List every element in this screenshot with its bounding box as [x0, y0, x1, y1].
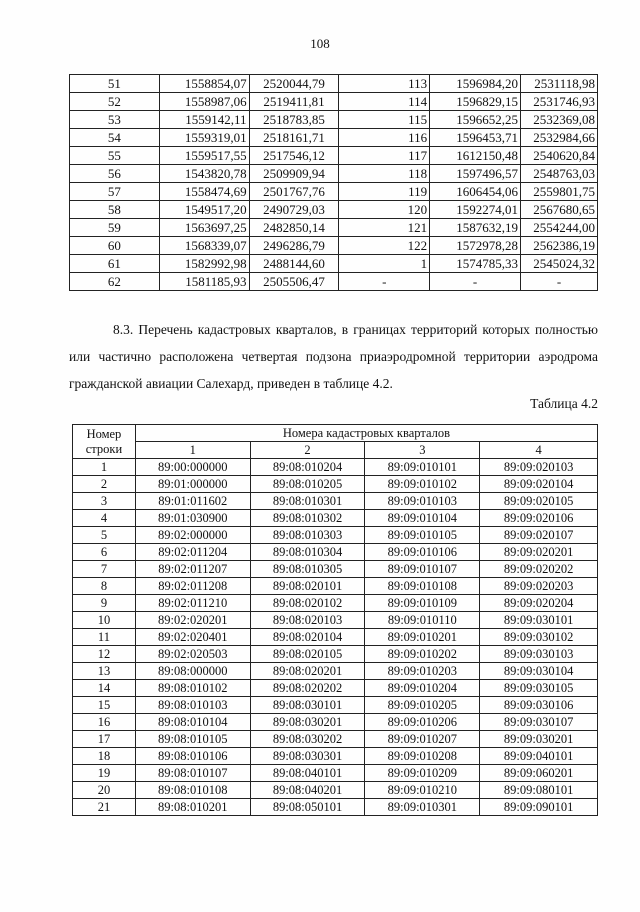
row-number-cell: 14 — [73, 680, 136, 697]
table-cell: 118 — [339, 165, 430, 183]
table-row — [73, 799, 598, 816]
section-paragraph — [69, 316, 598, 397]
cadastral-number-cell: 89:09:010210 — [365, 782, 480, 799]
column-number-header: 4 — [480, 442, 598, 459]
column-number-header: 3 — [365, 442, 480, 459]
table-cell: 116 — [339, 129, 430, 147]
cadastral-number-cell: 89:09:020203 — [480, 578, 598, 595]
cadastral-number-cell: 89:09:030101 — [480, 612, 598, 629]
cadastral-number-cell: 89:09:020107 — [480, 527, 598, 544]
cadastral-number-cell: 89:09:010106 — [365, 544, 480, 561]
cadastral-number-cell: 89:08:020101 — [250, 578, 365, 595]
page-number: 108 — [310, 36, 330, 51]
cadastral-number-cell: 89:09:010104 — [365, 510, 480, 527]
cadastral-number-cell: 89:09:010209 — [365, 765, 480, 782]
cadastral-number-cell: 89:09:010103 — [365, 493, 480, 510]
cadastral-number-cell: 89:09:010109 — [365, 595, 480, 612]
table-cell: 1596652,25 — [430, 111, 521, 129]
row-number-cell: 16 — [73, 714, 136, 731]
table-row — [73, 663, 598, 680]
table-cell: 1597496,57 — [430, 165, 521, 183]
table-cell: 121 — [339, 219, 430, 237]
cadastral-number-cell: 89:09:010107 — [365, 561, 480, 578]
cadastral-number-cell: 89:09:080101 — [480, 782, 598, 799]
table-cell: 1612150,48 — [430, 147, 521, 165]
cadastral-number-cell: 89:02:011204 — [135, 544, 250, 561]
cadastral-number-cell: 89:01:030900 — [135, 510, 250, 527]
table-cell: 2532369,08 — [521, 111, 598, 129]
cadastral-number-cell: 89:02:011207 — [135, 561, 250, 578]
paragraph-text: 8.3. Перечень кадастровых кварталов, в границах территорий которых полностью или частично расположена четвертая подзона приаэродромной территории аэродрома гражданской авиации Салехард, приведен в таблице 4.2. — [69, 322, 598, 391]
table-row — [73, 748, 598, 765]
table-row — [73, 527, 598, 544]
cadastral-number-cell: 89:09:040101 — [480, 748, 598, 765]
table-row — [73, 782, 598, 799]
row-number-cell: 12 — [73, 646, 136, 663]
table-row — [70, 75, 598, 93]
cadastral-number-cell: 89:09:010205 — [365, 697, 480, 714]
cadastral-number-cell: 89:08:010201 — [135, 799, 250, 816]
cadastral-number-cell: 89:02:000000 — [135, 527, 250, 544]
table-cell: 1558854,07 — [159, 75, 249, 93]
table-cell: 51 — [70, 75, 160, 93]
table-row — [70, 201, 598, 219]
cadastral-number-cell: 89:08:020102 — [250, 595, 365, 612]
table-cell: 2559801,75 — [521, 183, 598, 201]
table-cell: - — [430, 273, 521, 291]
cadastral-number-cell: 89:09:090101 — [480, 799, 598, 816]
cadastral-number-cell: 89:08:010303 — [250, 527, 365, 544]
cadastral-number-cell: 89:08:020105 — [250, 646, 365, 663]
cadastral-number-cell: 89:09:020204 — [480, 595, 598, 612]
table-cell: 120 — [339, 201, 430, 219]
table-cell: 2520044,79 — [249, 75, 339, 93]
cadastral-number-cell: 89:09:010206 — [365, 714, 480, 731]
cadastral-number-cell: 89:09:010208 — [365, 748, 480, 765]
table-cell: 2518783,85 — [249, 111, 339, 129]
table-cell: 2554244,00 — [521, 219, 598, 237]
cadastral-number-cell: 89:08:030301 — [250, 748, 365, 765]
cadastral-number-cell: 89:08:030202 — [250, 731, 365, 748]
table-cell: 1582992,98 — [159, 255, 249, 273]
table-row — [70, 273, 598, 291]
table-row — [73, 714, 598, 731]
table-cell: 2519411,81 — [249, 93, 339, 111]
table-cell: 2488144,60 — [249, 255, 339, 273]
cadastral-number-cell: 89:01:000000 — [135, 476, 250, 493]
cadastral-number-cell: 89:09:020202 — [480, 561, 598, 578]
cadastral-number-cell: 89:09:020104 — [480, 476, 598, 493]
table-cell: 62 — [70, 273, 160, 291]
row-number-cell: 13 — [73, 663, 136, 680]
cadastral-number-cell: 89:09:010108 — [365, 578, 480, 595]
table-cell: 2562386,19 — [521, 237, 598, 255]
row-number-cell: 8 — [73, 578, 136, 595]
cadastral-number-cell: 89:08:010205 — [250, 476, 365, 493]
cadastral-number-cell: 89:09:010204 — [365, 680, 480, 697]
cadastral-number-cell: 89:08:050101 — [250, 799, 365, 816]
table-cell: 2509909,94 — [249, 165, 339, 183]
table-row — [73, 493, 598, 510]
row-number-cell: 6 — [73, 544, 136, 561]
table-row — [73, 510, 598, 527]
row-number-cell: 7 — [73, 561, 136, 578]
row-number-cell: 18 — [73, 748, 136, 765]
table-cell: 58 — [70, 201, 160, 219]
table-cell: 2505506,47 — [249, 273, 339, 291]
table-cell: 57 — [70, 183, 160, 201]
table-row — [70, 165, 598, 183]
table-cell: 119 — [339, 183, 430, 201]
table-row — [73, 459, 598, 476]
row-number-cell: 4 — [73, 510, 136, 527]
table-row — [70, 93, 598, 111]
row-number-cell: 5 — [73, 527, 136, 544]
table-row — [70, 129, 598, 147]
table-row — [70, 237, 598, 255]
cadastral-number-cell: 89:08:030101 — [250, 697, 365, 714]
cadastral-number-cell: 89:08:020104 — [250, 629, 365, 646]
cadastral-number-cell: 89:08:010301 — [250, 493, 365, 510]
table-cell: 2531746,93 — [521, 93, 598, 111]
row-number-cell: 15 — [73, 697, 136, 714]
cadastral-number-cell: 89:09:010202 — [365, 646, 480, 663]
cadastral-number-cell: 89:09:010105 — [365, 527, 480, 544]
cadastral-number-cell: 89:09:020103 — [480, 459, 598, 476]
cadastral-number-cell: 89:09:010110 — [365, 612, 480, 629]
row-number-cell: 21 — [73, 799, 136, 816]
table-cell: 1592274,01 — [430, 201, 521, 219]
table-cell: 2490729,03 — [249, 201, 339, 219]
table-cell: 2532984,66 — [521, 129, 598, 147]
cadastral-number-cell: 89:08:010204 — [250, 459, 365, 476]
table-cell: 1563697,25 — [159, 219, 249, 237]
table-row — [73, 612, 598, 629]
table-cell: 1596984,20 — [430, 75, 521, 93]
table-cell: 2496286,79 — [249, 237, 339, 255]
table-cell: 1581185,93 — [159, 273, 249, 291]
cadastral-number-cell: 89:02:020201 — [135, 612, 250, 629]
cadastral-number-cell: 89:08:020202 — [250, 680, 365, 697]
cadastral-number-cell: 89:02:011208 — [135, 578, 250, 595]
cadastral-number-cell: 89:02:011210 — [135, 595, 250, 612]
table-row — [73, 646, 598, 663]
cadastral-number-cell: 89:09:020106 — [480, 510, 598, 527]
row-number-cell: 1 — [73, 459, 136, 476]
cadastral-number-cell: 89:09:030104 — [480, 663, 598, 680]
cadastral-number-cell: 89:08:040201 — [250, 782, 365, 799]
cadastral-number-cell: 89:09:010207 — [365, 731, 480, 748]
table-cell: 117 — [339, 147, 430, 165]
table-row — [73, 765, 598, 782]
cadastral-number-cell: 89:09:030201 — [480, 731, 598, 748]
table-row — [73, 595, 598, 612]
column-number-header: 2 — [250, 442, 365, 459]
table-cell: 1559142,11 — [159, 111, 249, 129]
table-cell: 1558987,06 — [159, 93, 249, 111]
table-caption: Таблица 4.2 — [530, 396, 598, 411]
cadastral-number-cell: 89:08:010106 — [135, 748, 250, 765]
row-number-cell: 11 — [73, 629, 136, 646]
cadastral-group-header: Номера кадастровых кварталов — [135, 425, 597, 442]
cadastral-number-cell: 89:08:010304 — [250, 544, 365, 561]
table-row — [73, 476, 598, 493]
cadastral-number-cell: 89:09:030102 — [480, 629, 598, 646]
row-number-cell: 2 — [73, 476, 136, 493]
row-number-cell: 9 — [73, 595, 136, 612]
table-cell: 1543820,78 — [159, 165, 249, 183]
table-cell: 61 — [70, 255, 160, 273]
table-cell: - — [339, 273, 430, 291]
cadastral-table — [72, 424, 598, 816]
cadastral-number-cell: 89:02:020401 — [135, 629, 250, 646]
table-cell: 2501767,76 — [249, 183, 339, 201]
cadastral-number-cell: 89:08:010107 — [135, 765, 250, 782]
table-cell: 1574785,33 — [430, 255, 521, 273]
table-cell: 2517546,12 — [249, 147, 339, 165]
table-cell: 1558474,69 — [159, 183, 249, 201]
table-cell: 59 — [70, 219, 160, 237]
cadastral-number-cell: 89:08:010105 — [135, 731, 250, 748]
cadastral-number-cell: 89:02:020503 — [135, 646, 250, 663]
table-cell: 113 — [339, 75, 430, 93]
table-cell: 115 — [339, 111, 430, 129]
table-row — [70, 219, 598, 237]
table-cell: 60 — [70, 237, 160, 255]
row-number-cell: 10 — [73, 612, 136, 629]
table-cell: 1572978,28 — [430, 237, 521, 255]
row-number-cell: 17 — [73, 731, 136, 748]
table-row — [70, 147, 598, 165]
cadastral-number-cell: 89:08:010103 — [135, 697, 250, 714]
table-cell: 52 — [70, 93, 160, 111]
table-cell: 1596829,15 — [430, 93, 521, 111]
table-cell: 1 — [339, 255, 430, 273]
table-cell: 2567680,65 — [521, 201, 598, 219]
table-cell: 1559517,55 — [159, 147, 249, 165]
table-cell: 1568339,07 — [159, 237, 249, 255]
cadastral-number-cell: 89:09:010201 — [365, 629, 480, 646]
table-row — [73, 697, 598, 714]
cadastral-number-cell: 89:00:000000 — [135, 459, 250, 476]
cadastral-number-cell: 89:08:020103 — [250, 612, 365, 629]
row-number-cell: 3 — [73, 493, 136, 510]
cadastral-number-cell: 89:09:030103 — [480, 646, 598, 663]
table-row — [70, 255, 598, 273]
row-number-header: Номер строки — [73, 425, 136, 459]
table-cell: 1559319,01 — [159, 129, 249, 147]
table-cell: 114 — [339, 93, 430, 111]
table-row — [73, 680, 598, 697]
cadastral-number-cell: 89:01:011602 — [135, 493, 250, 510]
cadastral-number-cell: 89:09:030105 — [480, 680, 598, 697]
cadastral-number-cell: 89:08:010305 — [250, 561, 365, 578]
table-cell: 1606454,06 — [430, 183, 521, 201]
table-cell: - — [521, 273, 598, 291]
table-row — [73, 731, 598, 748]
cadastral-number-cell: 89:08:010104 — [135, 714, 250, 731]
cadastral-number-cell: 89:09:020105 — [480, 493, 598, 510]
table-cell: 55 — [70, 147, 160, 165]
table-cell: 56 — [70, 165, 160, 183]
table-cell: 54 — [70, 129, 160, 147]
table-row — [70, 111, 598, 129]
cadastral-number-cell: 89:08:010108 — [135, 782, 250, 799]
table-cell: 1596453,71 — [430, 129, 521, 147]
table-cell: 1587632,19 — [430, 219, 521, 237]
table-cell: 2548763,03 — [521, 165, 598, 183]
coordinates-table — [69, 74, 598, 291]
cadastral-number-cell: 89:08:020201 — [250, 663, 365, 680]
cadastral-number-cell: 89:09:010203 — [365, 663, 480, 680]
table-row — [73, 561, 598, 578]
table-cell: 2545024,32 — [521, 255, 598, 273]
table-cell: 2531118,98 — [521, 75, 598, 93]
table-row — [73, 629, 598, 646]
table-row — [73, 578, 598, 595]
cadastral-number-cell: 89:09:060201 — [480, 765, 598, 782]
table-cell: 2540620,84 — [521, 147, 598, 165]
cadastral-number-cell: 89:08:040101 — [250, 765, 365, 782]
cadastral-number-cell: 89:09:020201 — [480, 544, 598, 561]
column-number-header: 1 — [135, 442, 250, 459]
table-cell: 53 — [70, 111, 160, 129]
cadastral-number-cell: 89:08:030201 — [250, 714, 365, 731]
table-cell: 1549517,20 — [159, 201, 249, 219]
cadastral-number-cell: 89:09:030106 — [480, 697, 598, 714]
cadastral-number-cell: 89:09:010101 — [365, 459, 480, 476]
cadastral-number-cell: 89:09:010301 — [365, 799, 480, 816]
table-cell: 2518161,71 — [249, 129, 339, 147]
cadastral-number-cell: 89:08:010102 — [135, 680, 250, 697]
cadastral-number-cell: 89:09:030107 — [480, 714, 598, 731]
table-cell: 122 — [339, 237, 430, 255]
cadastral-number-cell: 89:09:010102 — [365, 476, 480, 493]
row-number-cell: 19 — [73, 765, 136, 782]
row-number-cell: 20 — [73, 782, 136, 799]
table-row — [70, 183, 598, 201]
table-row — [73, 544, 598, 561]
table-cell: 2482850,14 — [249, 219, 339, 237]
cadastral-number-cell: 89:08:000000 — [135, 663, 250, 680]
cadastral-number-cell: 89:08:010302 — [250, 510, 365, 527]
